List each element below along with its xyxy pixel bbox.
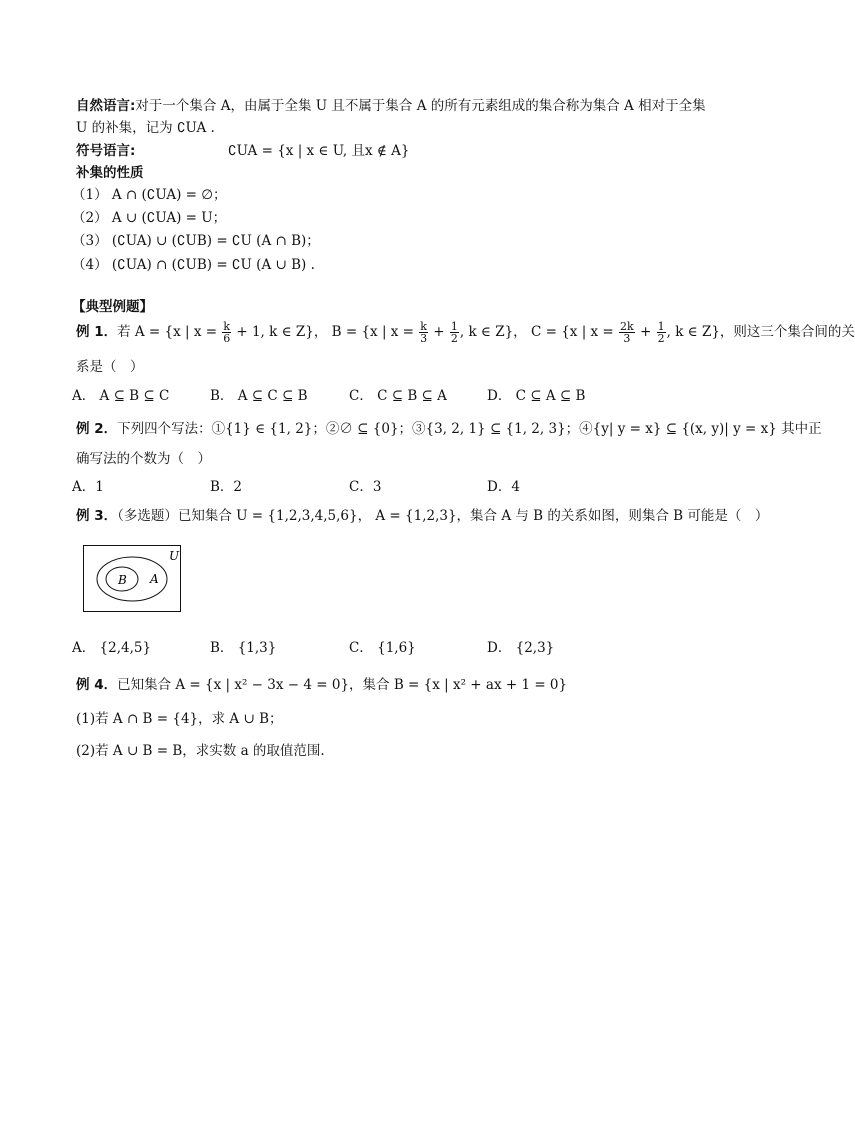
property-item-1: （1） A ∩ (∁UA) = ∅； — [72, 187, 227, 203]
example-4-line-1 — [76, 676, 567, 694]
symbolic-language-line — [76, 142, 135, 160]
example-3-option-b: B． {1,3} — [210, 640, 277, 656]
example-1-line-2: 系是（ ） — [76, 359, 144, 375]
plus-sign-2: + — [635, 324, 656, 340]
example-3-option-d: D． {2,3} — [487, 640, 555, 656]
example-2-label: 例 2． — [76, 421, 118, 437]
example-2-text: 下列四个写法：①{1} ∈ {1, 2}；②∅ ⊆ {0}；③{3, 2, 1} ⊆ {1, 2, 3}；④{y| y = x} ⊆ {(x, y)| y = x} 其中正 — [117, 421, 822, 437]
universal-set-box — [84, 546, 181, 612]
natural-language-label: 自然语言: — [76, 98, 136, 114]
example-1-text-b: + 1, k ∈ Z}， B = {x | x = — [232, 324, 419, 340]
properties-heading: 补集的性质 — [76, 165, 144, 181]
example-1-line-1 — [76, 318, 855, 346]
symbolic-language-formula: ∁UA = {x | x ∈ U, 且x ∉ A} — [228, 143, 410, 159]
example-1-text-c: , k ∈ Z}， C = {x | x = — [459, 324, 619, 340]
example-3-label: 例 3． — [76, 508, 118, 524]
example-1-label: 例 1． — [76, 324, 118, 340]
example-3-option-a: A． {2,4,5} — [72, 640, 152, 656]
example-2-option-a: A．1 — [72, 479, 104, 495]
example-4-label: 例 4． — [76, 677, 118, 693]
examples-heading: 【典型例题】 — [72, 299, 153, 315]
natural-language-line-2: U 的补集，记为 ∁UA . — [76, 120, 215, 136]
example-1-option-b: B． A ⊆ C ⊆ B — [210, 388, 308, 404]
example-4-text: 已知集合 A = {x | x² − 3x − 4 = 0}，集合 B = {x | x² + ax + 1 = 0} — [117, 677, 568, 693]
property-item-4: （4） (∁UA) ∩ (∁UB) = ∁U (A ∪ B) . — [72, 257, 315, 273]
fraction-1-over-2: $\frac{1}{2}$ — [450, 320, 458, 345]
example-4-question-1: (1)若 A ∩ B = {4}，求 A ∪ B； — [76, 711, 283, 727]
example-1-text-a: 若 A = {x | x = — [117, 324, 222, 340]
venn-diagram — [83, 545, 181, 612]
venn-label-a: A — [150, 572, 159, 586]
example-2-line-1 — [76, 420, 822, 438]
example-1-text-d: , k ∈ Z}，则这三个集合间的关 — [666, 324, 855, 340]
fraction-k-over-6: $\frac{k}{6}$ — [223, 320, 231, 345]
example-2-line-2: 确写法的个数为（ ） — [76, 451, 211, 467]
example-3-text: （多选题）已知集合 U = {1,2,3,4,5,6}， A = {1,2,3}，集合 A 与 B 的关系如图，则集合 B 可能是（ ） — [117, 508, 769, 524]
property-item-3: （3） (∁UA) ∪ (∁UB) = ∁U (A ∩ B)； — [72, 233, 320, 249]
fraction-k-over-3: $\frac{k}{3}$ — [420, 320, 428, 345]
natural-language-text-1: 对于一个集合 A，由属于全集 U 且不属于集合 A 的所有元素组成的集合称为集合 A 相对于全集 — [135, 98, 706, 114]
example-3-line-1 — [76, 507, 768, 525]
natural-language-line-1 — [76, 97, 706, 115]
fraction-2k-over-3: $\frac{2k}{3}$ — [620, 320, 634, 345]
example-1-option-d: D． C ⊆ A ⊆ B — [487, 388, 586, 404]
example-2-option-d: D．4 — [487, 479, 520, 495]
symbolic-language-label: 符号语言: — [76, 143, 136, 159]
example-2-option-c: C．3 — [349, 479, 382, 495]
example-1-option-c: C． C ⊆ B ⊆ A — [349, 388, 447, 404]
fraction-1-over-2-second: $\frac{1}{2}$ — [657, 320, 665, 345]
example-4-question-2: (2)若 A ∪ B = B，求实数 a 的取值范围. — [76, 743, 325, 759]
plus-sign: + — [428, 324, 449, 340]
example-3-option-c: C． {1,6} — [349, 640, 416, 656]
property-item-2: （2） A ∪ (∁UA) = U； — [72, 210, 227, 226]
example-1-option-a: A． A ⊆ B ⊆ C — [72, 388, 170, 404]
example-2-option-b: B．2 — [210, 479, 243, 495]
venn-label-b: B — [118, 573, 127, 587]
venn-label-u: U — [169, 549, 180, 563]
